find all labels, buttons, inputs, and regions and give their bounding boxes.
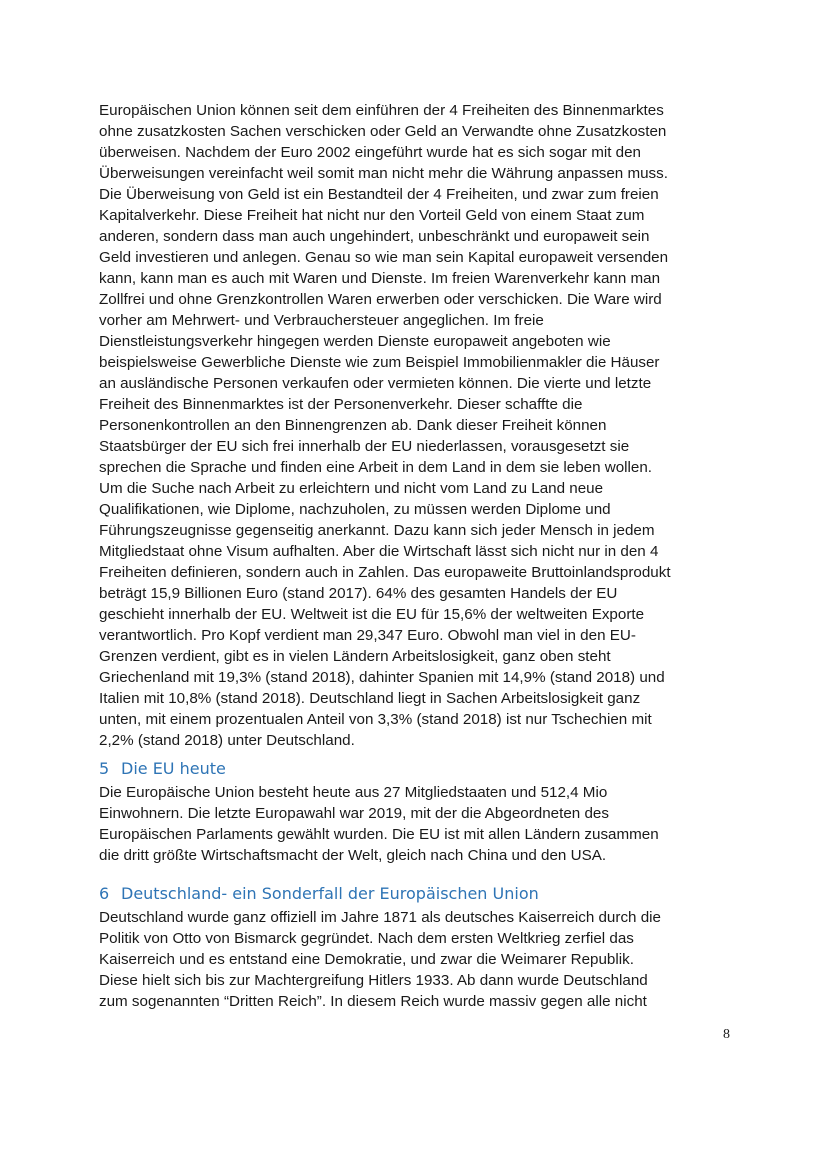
text-line: Zollfrei und ohne Grenzkontrollen Waren erwerben oder verschicken. Die Ware wird bbox=[99, 291, 662, 308]
section-title: Die EU heute bbox=[121, 759, 226, 778]
text-line: 2,2% (stand 2018) unter Deutschland. bbox=[99, 732, 355, 749]
text-line: geschieht innerhalb der EU. Weltweit ist die EU für 15,6% der weltweiten Exporte bbox=[99, 606, 645, 623]
text-line: Kaiserreich und es entstand eine Demokratie, und zwar die Weimarer Republik. bbox=[99, 951, 634, 968]
text-line: anderen, sondern dass man auch ungehindert, unbeschränkt und europaweit sein bbox=[99, 228, 650, 245]
text-line: Dienstleistungsverkehr hingegen werden Dienste europaweit angeboten wie bbox=[99, 333, 611, 350]
text-line: Deutschland wurde ganz offiziell im Jahre 1871 als deutsches Kaiserreich durch die bbox=[99, 909, 661, 926]
text-line: Geld investieren und anlegen. Genau so wie man sein Kapital europaweit versenden bbox=[99, 249, 669, 266]
text-line: Politik von Otto von Bismarck gegründet. Nach dem ersten Weltkrieg zerfiel das bbox=[99, 930, 634, 947]
text-line: zum sogenannten “Dritten Reich”. In diesem Reich wurde massiv gegen alle nicht bbox=[99, 993, 647, 1010]
text-line: Griechenland mit 19,3% (stand 2018), dahinter Spanien mit 14,9% (stand 2018) und bbox=[99, 669, 665, 686]
text-line: Führungszeugnisse gegenseitig anerkannt. Dazu kann sich jeder Mensch in jedem bbox=[99, 522, 655, 539]
text-line: Diese hielt sich bis zur Machtergreifung Hitlers 1933. Ab dann wurde Deutschland bbox=[99, 972, 648, 989]
text-line: sprechen die Sprache und finden eine Arbeit in dem Land in dem sie leben wollen. bbox=[99, 459, 653, 476]
text-line: vorher am Mehrwert- und Verbrauchersteuer angeglichen. Im freie bbox=[99, 312, 544, 329]
text-line: Kapitalverkehr. Diese Freiheit hat nicht nur den Vorteil Geld von einem Staat zum bbox=[99, 207, 645, 224]
text-line: beispielsweise Gewerbliche Dienste wie zum Beispiel Immobilienmakler die Häuser bbox=[99, 354, 660, 371]
text-line: Europäischen Parlaments gewählt wurden. Die EU ist mit allen Ländern zusammen bbox=[99, 826, 659, 843]
section-heading-5 bbox=[99, 758, 226, 780]
text-line: Qualifikationen, wie Diplome, nachzuholen, zu müssen werden Diplome und bbox=[99, 501, 611, 518]
text-line: ohne zusatzkosten Sachen verschicken oder Geld an Verwandte ohne Zusatzkosten bbox=[99, 123, 667, 140]
text-line: Freiheit des Binnenmarktes ist der Personenverkehr. Dieser schaffte die bbox=[99, 396, 583, 413]
text-line: Freiheiten definieren, sondern auch in Zahlen. Das europaweite Bruttoinlandsprodukt bbox=[99, 564, 671, 581]
text-line: beträgt 15,9 Billionen Euro (stand 2017). 64% des gesamten Handels der EU bbox=[99, 585, 618, 602]
text-line: unten, mit einem prozentualen Anteil von 3,3% (stand 2018) ist nur Tschechien mit bbox=[99, 711, 652, 728]
text-line: verantwortlich. Pro Kopf verdient man 29,347 Euro. Obwohl man viel in den EU- bbox=[99, 627, 636, 644]
page-number: 8 bbox=[723, 1027, 730, 1042]
section-heading-6 bbox=[99, 883, 539, 905]
text-line: Die Überweisung von Geld ist ein Bestandteil der 4 Freiheiten, und zwar zum freien bbox=[99, 186, 659, 203]
text-line: Die Europäische Union besteht heute aus 27 Mitgliedstaaten und 512,4 Mio bbox=[99, 784, 608, 801]
text-line: Überweisungen vereinfacht weil somit man nicht mehr die Währung anpassen muss. bbox=[99, 165, 668, 182]
text-line: Mitgliedstaat ohne Visum aufhalten. Aber die Wirtschaft lässt sich nicht nur in den 4 bbox=[99, 543, 659, 560]
text-line: Um die Suche nach Arbeit zu erleichtern und nicht vom Land zu Land neue bbox=[99, 480, 604, 497]
text-line: an ausländische Personen verkaufen oder vermieten können. Die vierte und letzte bbox=[99, 375, 652, 392]
section-number: 5 bbox=[99, 759, 110, 778]
text-line: Europäischen Union können seit dem einführen der 4 Freiheiten des Binnenmarktes bbox=[99, 102, 664, 119]
text-line: Italien mit 10,8% (stand 2018). Deutschland liegt in Sachen Arbeitslosigkeit ganz bbox=[99, 690, 641, 707]
text-line: überweisen. Nachdem der Euro 2002 eingeführt wurde hat es sich sogar mit den bbox=[99, 144, 641, 161]
text-line: kann, kann man es auch mit Waren und Dienste. Im freien Warenverkehr kann man bbox=[99, 270, 661, 287]
text-line: Einwohnern. Die letzte Europawahl war 2019, mit der die Abgeordneten des bbox=[99, 805, 609, 822]
section-title: Deutschland- ein Sonderfall der Europäischen Union bbox=[121, 884, 539, 903]
section-number: 6 bbox=[99, 884, 110, 903]
text-line: Personenkontrollen an den Binnengrenzen ab. Dank dieser Freiheit können bbox=[99, 417, 607, 434]
text-line: die dritt größte Wirtschaftsmacht der Welt, gleich nach China und den USA. bbox=[99, 847, 607, 864]
text-line: Grenzen verdient, gibt es in vielen Ländern Arbeitslosigkeit, ganz oben steht bbox=[99, 648, 611, 665]
text-line: Staatsbürger der EU sich frei innerhalb der EU niederlassen, vorausgesetzt sie bbox=[99, 438, 630, 455]
